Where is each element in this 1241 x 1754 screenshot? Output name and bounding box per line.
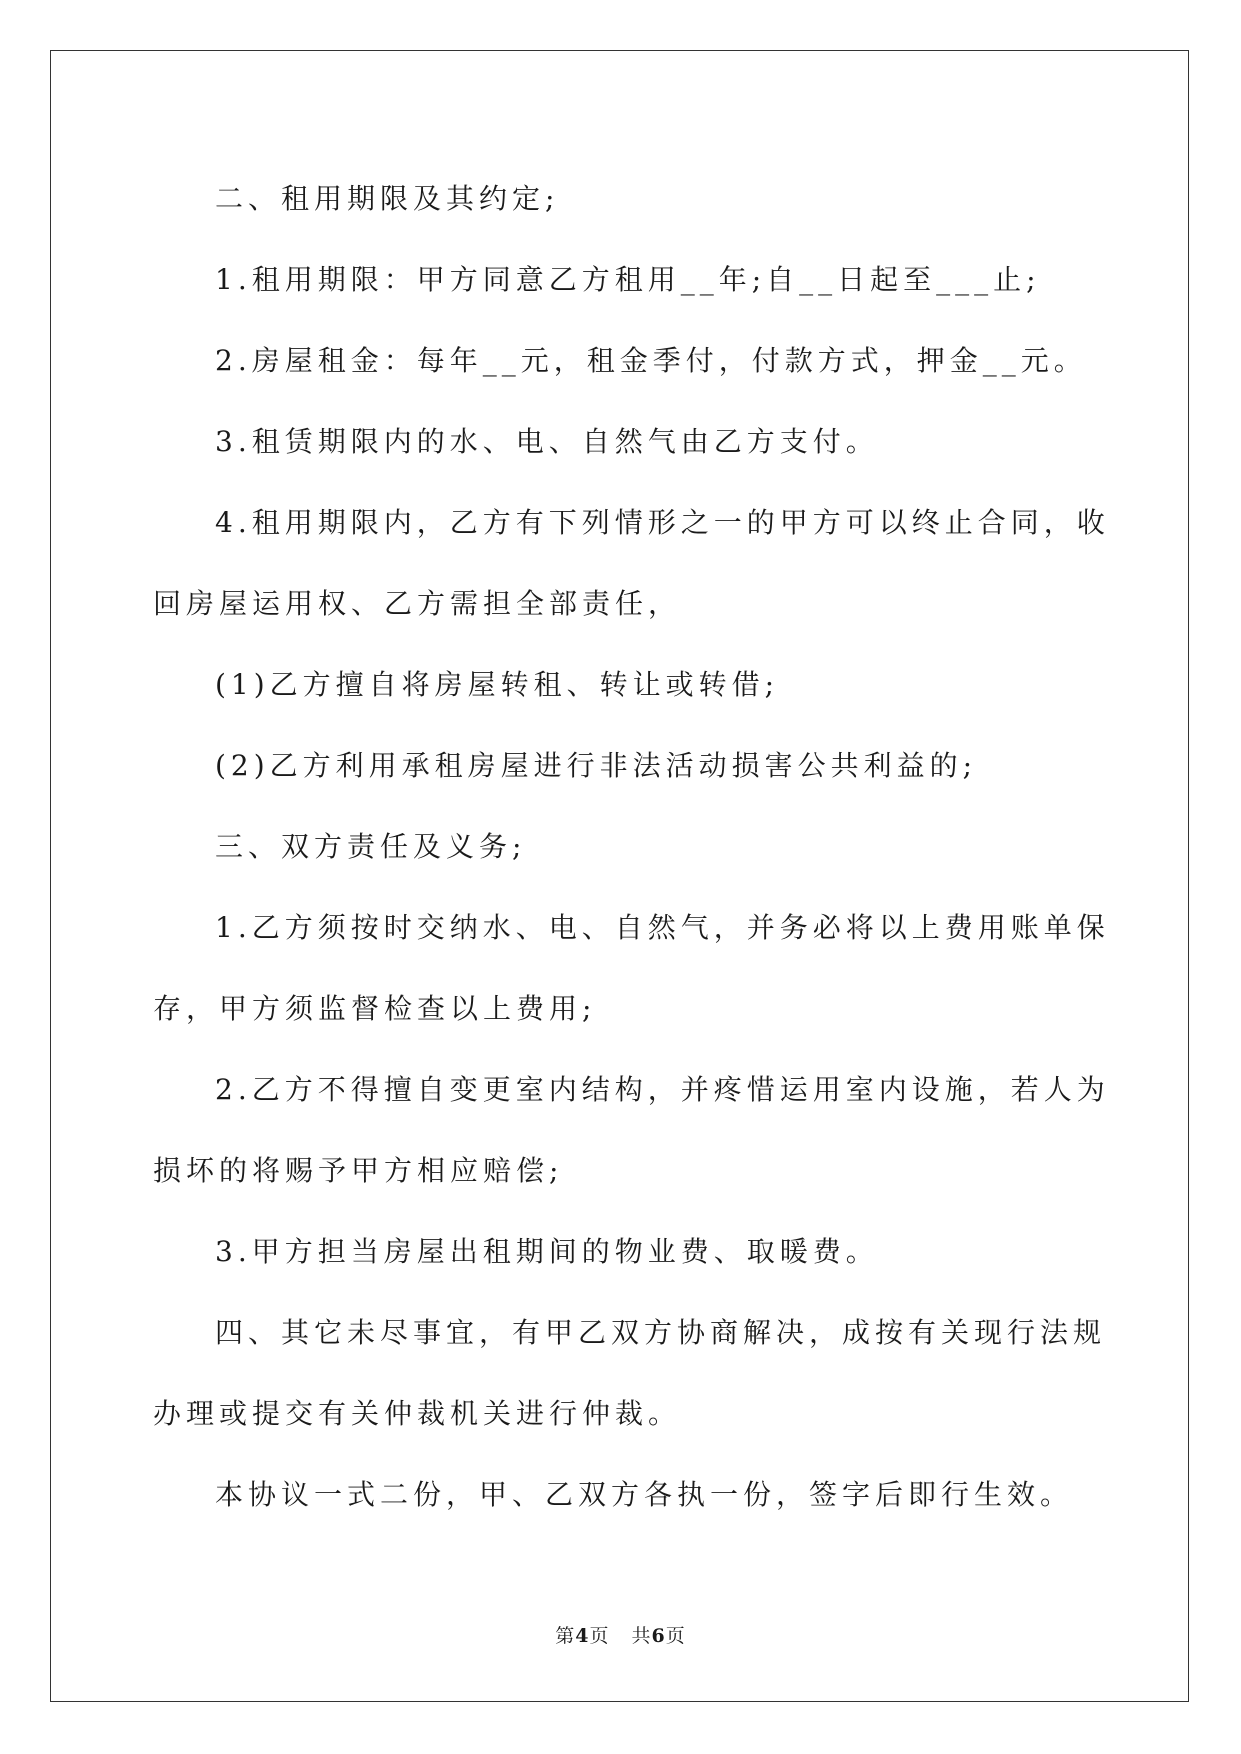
paragraph-utilities: 3.租赁期限内的水、电、自然气由乙方支付。 bbox=[215, 425, 879, 458]
paragraph-lease-term: 1.租用期限：甲方同意乙方租用__年;自__日起至___止; bbox=[215, 263, 1041, 296]
paragraph-termination: 4.租用期限内，乙方有下列情形之一的甲方可以终止合同，收回房屋运用权、乙方需担全部责任， bbox=[153, 506, 1110, 620]
total-page-number: 6 bbox=[651, 1625, 666, 1647]
page-prefix: 第 bbox=[555, 1625, 576, 1647]
paragraph-structure: 2.乙方不得擅自变更室内结构，并疼惜运用室内设施，若人为损坏的将赐予甲方相应赔偿; bbox=[153, 1073, 1110, 1187]
list-item-illegal-use: (2)乙方利用承租房屋进行非法活动损害公共利益的; bbox=[215, 749, 978, 782]
total-prefix: 共 bbox=[631, 1625, 652, 1647]
document-body bbox=[153, 158, 1113, 1535]
paragraph-rent: 2.房屋租金：每年__元，租金季付，付款方式，押金__元。 bbox=[215, 344, 1087, 377]
paragraph-utility-bills: 1.乙方须按时交纳水、电、自然气，并务必将以上费用账单保存，甲方须监督检查以上费用; bbox=[153, 911, 1110, 1025]
section-heading-duties: 三、双方责任及义务; bbox=[215, 830, 527, 863]
section-heading-term: 二、租用期限及其约定; bbox=[215, 182, 560, 215]
page-suffix: 页 bbox=[589, 1625, 610, 1647]
paragraph-property-fees: 3.甲方担当房屋出租期间的物业费、取暖费。 bbox=[215, 1235, 879, 1268]
section-heading-other: 四、其它未尽事宜，有甲乙双方协商解决，成按有关现行法规办理或提交有关仲裁机关进行仲裁。 bbox=[153, 1316, 1107, 1430]
paragraph-copies: 本协议一式二份，甲、乙双方各执一份，签字后即行生效。 bbox=[215, 1478, 1074, 1511]
page-number-footer bbox=[0, 1621, 1241, 1648]
current-page-number: 4 bbox=[575, 1625, 590, 1647]
list-item-sublet: (1)乙方擅自将房屋转租、转让或转借; bbox=[215, 668, 780, 701]
total-suffix: 页 bbox=[665, 1625, 686, 1647]
